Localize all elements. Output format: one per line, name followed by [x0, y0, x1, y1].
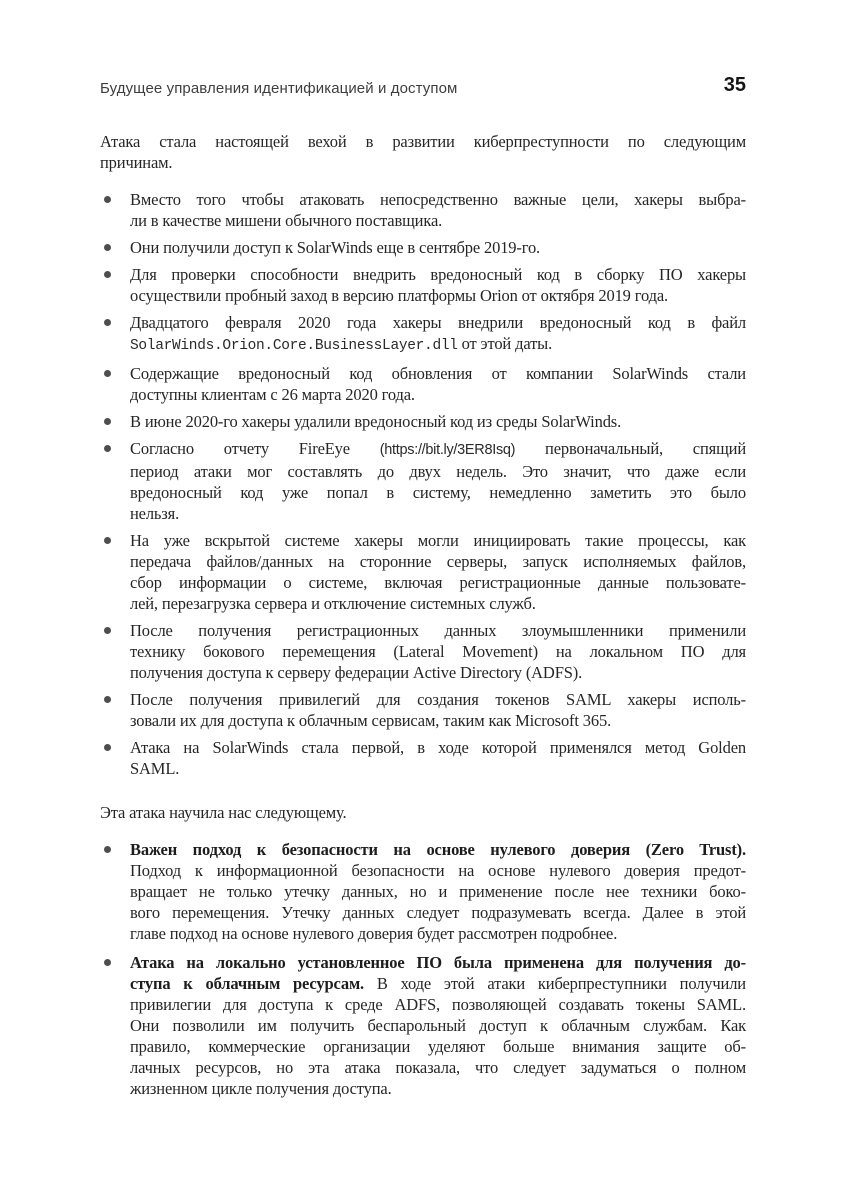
body-text: лей, перезагрузка сервера и отключение системных служб. — [130, 594, 536, 613]
text-line — [130, 411, 746, 432]
text-line — [130, 363, 746, 384]
body-text: получения доступа к серверу федерации Active Directory (ADFS). — [130, 663, 583, 682]
body-text: причинам. — [100, 153, 173, 172]
bullet-item — [100, 530, 746, 614]
bullet-item — [100, 839, 746, 944]
bullet-text — [130, 363, 746, 405]
lessons-learned-list — [100, 839, 746, 1099]
body-text: правило, коммерческие организации уделяют больше внимания защите об- — [130, 1037, 746, 1056]
bullet-dot-icon — [104, 959, 111, 966]
bullet-item — [100, 438, 746, 524]
text-line — [130, 312, 746, 333]
body-text: После получения регистрационных данных злоумышленники применили — [130, 621, 746, 640]
body-text: от этой даты. — [457, 334, 553, 353]
intro-paragraph — [100, 131, 746, 173]
text-line — [130, 1057, 746, 1078]
attack-milestones-list — [100, 189, 746, 779]
bullet-dot-icon — [104, 271, 111, 278]
text-line — [130, 189, 746, 210]
text-line — [130, 641, 746, 662]
body-text: вого перемещения. Утечку данных следует подразумевать всегда. Далее в этой — [130, 903, 746, 922]
bullet-item — [100, 363, 746, 405]
bullet-dot-icon — [104, 319, 111, 326]
bullet-text — [130, 189, 746, 231]
bullet-dot-icon — [104, 445, 111, 452]
text-line — [100, 802, 746, 823]
body-text: привилегии для доступа к среде ADFS, позволяющей создавать токены SAML. — [130, 995, 746, 1014]
bullet-dot-icon — [104, 744, 111, 751]
text-line — [130, 503, 746, 524]
body-text: ли в качестве мишени обычного поставщика. — [130, 211, 443, 230]
text-line — [130, 994, 746, 1015]
text-line — [130, 662, 746, 683]
body-text: Они получили доступ к SolarWinds еще в сентябре 2019-го. — [130, 238, 541, 257]
page-content — [100, 74, 746, 1107]
text-line — [130, 758, 746, 779]
url-text: (https://bit.ly/3ER8Isq) — [379, 442, 516, 458]
text-line — [130, 438, 746, 461]
body-text: первоначальный, спящий — [515, 439, 746, 458]
text-line — [130, 839, 746, 860]
bullet-dot-icon — [104, 537, 111, 544]
body-text: Двадцатого февраля 2020 года хакеры внедрили вредоносный код в файл — [130, 313, 746, 332]
bullet-text — [130, 952, 746, 1099]
text-line — [100, 152, 746, 173]
bullet-item — [100, 689, 746, 731]
body-text: осуществили пробный заход в версию платформы Orion от октября 2019 года. — [130, 286, 668, 305]
text-line — [130, 384, 746, 405]
text-line — [130, 1015, 746, 1036]
body-text: В июне 2020-го хакеры удалили вредоносный код из среды SolarWinds. — [130, 412, 622, 431]
body-text: Они позволили им получить беспарольный доступ к облачным службам. Как — [130, 1016, 746, 1035]
bullet-item — [100, 737, 746, 779]
body-text: После получения привилегий для создания токенов SAML хакеры исполь- — [130, 690, 746, 709]
text-line — [130, 333, 746, 357]
text-line — [130, 461, 746, 482]
text-line — [130, 1078, 746, 1099]
bullet-text — [130, 620, 746, 683]
text-line — [130, 572, 746, 593]
bullet-item — [100, 952, 746, 1099]
bullet-dot-icon — [104, 196, 111, 203]
body-text: Атака на SolarWinds стала первой, в ходе которой применялся метод Golden — [130, 738, 746, 757]
running-title: Будущее управления идентификацией и доступом — [100, 80, 458, 97]
bullet-text — [130, 530, 746, 614]
text-line — [130, 1036, 746, 1057]
body-text: вращает не только утечку данных, но и применение после нее техники боко- — [130, 882, 746, 901]
text-line — [130, 593, 746, 614]
bullet-dot-icon — [104, 418, 111, 425]
bullet-item — [100, 620, 746, 683]
text-line — [130, 923, 746, 944]
body-text: нельзя. — [130, 504, 180, 523]
body-text: Эта атака научила нас следующему. — [100, 803, 347, 822]
body-text: Подход к информационной безопасности на основе нулевого доверия предот- — [130, 861, 746, 880]
bullet-text — [130, 312, 746, 357]
bullet-item — [100, 189, 746, 231]
body-text: лачных ресурсов, но эта атака показала, что следует задуматься о полном — [130, 1058, 746, 1077]
page-header — [100, 74, 746, 97]
bullet-dot-icon — [104, 244, 111, 251]
body-text: вредоносный код уже попал в систему, немедленно заметить это было — [130, 483, 746, 502]
text-line — [100, 131, 746, 152]
bold-lead-text: Атака на локально установленное ПО была применена для получения до- — [130, 953, 746, 972]
text-line — [130, 264, 746, 285]
bullet-text — [130, 737, 746, 779]
bullet-dot-icon — [104, 627, 111, 634]
bullet-text — [130, 438, 746, 524]
code-text: SolarWinds.Orion.Core.BusinessLayer.dll — [130, 338, 458, 354]
body-text: период атаки мог составлять до двух недель. Это значит, что даже если — [130, 462, 746, 481]
body-text: передача файлов/данных на сторонние серверы, запуск исполняемых файлов, — [130, 552, 746, 571]
text-line — [130, 973, 746, 994]
text-line — [130, 737, 746, 758]
body-text: Атака стала настоящей вехой в развитии киберпреступности по следующим — [100, 132, 746, 151]
bullet-item — [100, 411, 746, 432]
bullet-text — [130, 264, 746, 306]
bullet-dot-icon — [104, 696, 111, 703]
text-line — [130, 210, 746, 231]
body-text: зовали их для доступа к облачным сервисам, таким как Microsoft 365. — [130, 711, 612, 730]
text-line — [130, 482, 746, 503]
text-line — [130, 620, 746, 641]
bullet-text — [130, 689, 746, 731]
bullet-item — [100, 264, 746, 306]
body-text: Согласно отчету FireEye — [130, 439, 380, 458]
bullet-dot-icon — [104, 846, 111, 853]
text-line — [130, 689, 746, 710]
text-line — [130, 952, 746, 973]
body-text: жизненном цикле получения доступа. — [130, 1079, 392, 1098]
body-text: SAML. — [130, 759, 180, 778]
body-text: Содержащие вредоносный код обновления от компании SolarWinds стали — [130, 364, 746, 383]
body-text: Вместо того чтобы атаковать непосредственно важные цели, хакеры выбра- — [130, 190, 746, 209]
body-text: технику бокового перемещения (Lateral Movement) на локальном ПО для — [130, 642, 746, 661]
lesson-paragraph — [100, 802, 746, 823]
text-line — [130, 285, 746, 306]
page-number: 35 — [723, 74, 746, 96]
bullet-text — [130, 839, 746, 944]
text-line — [130, 237, 746, 258]
bullet-text — [130, 237, 746, 258]
body-text: На уже вскрытой системе хакеры могли инициировать такие процессы, как — [130, 531, 746, 550]
body-text: сбор информации о системе, включая регистрационные данные пользовате- — [130, 573, 746, 592]
bold-lead-text: Важен подход к безопасности на основе нулевого доверия (Zero Trust). — [130, 840, 746, 859]
bullet-text — [130, 411, 746, 432]
text-line — [130, 710, 746, 731]
text-line — [130, 860, 746, 881]
body-text: Для проверки способности внедрить вредоносный код в сборку ПО хакеры — [130, 265, 746, 284]
text-line — [130, 881, 746, 902]
bullet-item — [100, 312, 746, 357]
body-text: В ходе этой атаки киберпреступники получили — [364, 974, 746, 993]
text-line — [130, 551, 746, 572]
bullet-item — [100, 237, 746, 258]
bullet-dot-icon — [104, 370, 111, 377]
body-text: главе подход на основе нулевого доверия будет рассмотрен подробнее. — [130, 924, 618, 943]
bold-lead-text: ступа к облачным ресурсам. — [130, 974, 365, 993]
text-line — [130, 902, 746, 923]
text-line — [130, 530, 746, 551]
body-text: доступны клиентам с 26 марта 2020 года. — [130, 385, 415, 404]
